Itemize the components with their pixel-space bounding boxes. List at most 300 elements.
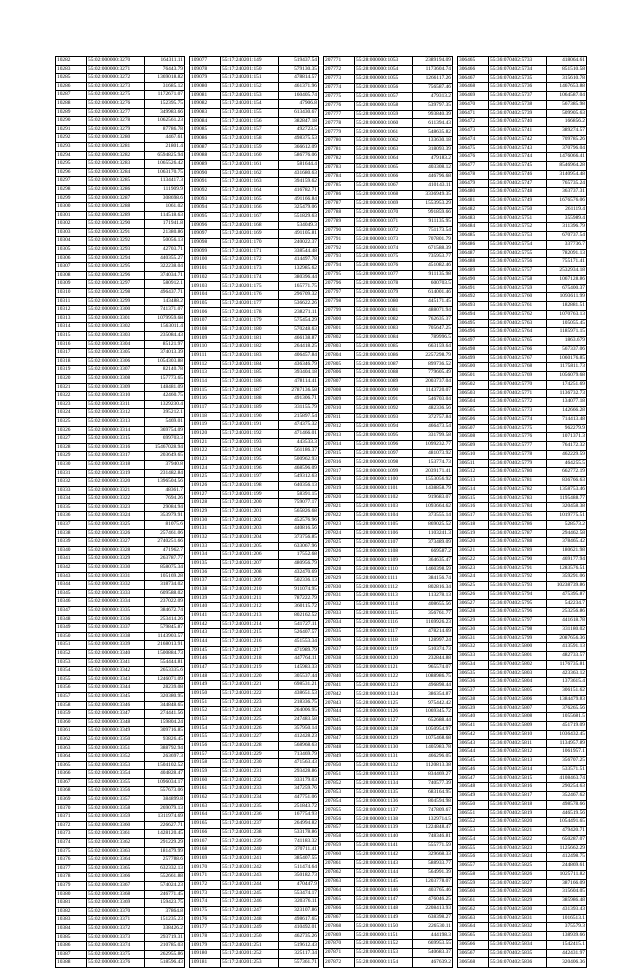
row-number: 207808: [324, 387, 355, 396]
cadastral-value: 1169926.23: [413, 619, 453, 628]
table-row: [190, 690, 319, 699]
table-row: [324, 431, 453, 440]
row-number: 109086: [190, 135, 221, 144]
row-number: 109100: [190, 256, 221, 265]
row-number: 10364: [56, 753, 87, 762]
table-row: [324, 119, 453, 128]
table-row: [190, 239, 319, 248]
cadastral-value: 561186.37: [279, 447, 319, 456]
cadastral-number: 55:02:000000:3354: [87, 770, 145, 779]
cadastral-number: 55:02:000000:3322: [87, 495, 145, 504]
row-number: 306506: [458, 415, 489, 424]
table-row: [56, 142, 185, 151]
cadastral-value: 469177.94: [547, 555, 587, 564]
row-number: 10365: [56, 761, 87, 770]
cadastral-value: 756587.46: [413, 83, 453, 92]
cadastral-value: 2653335.6: [145, 667, 185, 676]
table-row: [324, 806, 453, 815]
row-number: 10369: [56, 796, 87, 805]
table-row: [458, 827, 587, 836]
row-number: 109130: [190, 516, 221, 525]
row-number: 109146: [190, 655, 221, 664]
cadastral-value: 387166.09: [547, 879, 587, 888]
table-row: [458, 809, 587, 818]
cadastral-value: 2787136.58: [279, 386, 319, 395]
row-number: 109132: [190, 533, 221, 542]
cadastral-value: 1036432.45: [547, 730, 587, 739]
cadastral-value: 567385.98: [547, 100, 587, 109]
cadastral-number: 55:36:070402:5808: [489, 713, 547, 722]
cadastral-number: 55:28:000000:1081: [355, 306, 413, 315]
cadastral-value: 93826.45: [145, 735, 185, 744]
cadastral-number: 55:02:000000:3300: [87, 306, 145, 315]
cadastral-number: 55:17:240201:194: [221, 447, 279, 456]
row-number: 10296: [56, 168, 87, 177]
row-number: 109089: [190, 161, 221, 170]
table-row: [190, 750, 319, 759]
table-row: [56, 383, 185, 392]
cadastral-number: 55:17:240201:188: [221, 395, 279, 404]
table-row: [458, 284, 587, 293]
table-row: [56, 151, 185, 160]
cadastral-number: 55:17:240201:150: [221, 65, 279, 74]
cadastral-number: 55:28:000000:1101: [355, 485, 413, 494]
row-number: 207842: [324, 690, 355, 699]
cadastral-value: 540683.37: [413, 949, 453, 958]
table-row: [56, 692, 185, 701]
cadastral-number: 55:36:070402:5787: [489, 529, 547, 538]
cadastral-number: 55:36:070402:5813: [489, 757, 547, 766]
cadastral-value: 355989.4: [547, 214, 587, 223]
cadastral-value: 331799.58: [413, 431, 453, 440]
table-row: [458, 792, 587, 801]
table-row: [458, 109, 587, 118]
table-row: [56, 624, 185, 633]
row-number: 207830: [324, 583, 355, 592]
row-number: 306530: [458, 625, 489, 634]
row-number: 207832: [324, 601, 355, 610]
table-row: [190, 273, 319, 282]
table-row: [56, 469, 185, 478]
table-row: [190, 308, 319, 317]
row-number: 10346: [56, 598, 87, 607]
row-number: 306489: [458, 267, 489, 276]
cadastral-number: 55:36:070402:5791: [489, 564, 547, 573]
cadastral-value: 779605.49: [413, 369, 453, 378]
cadastral-value: 180621.98: [547, 547, 587, 556]
cadastral-number: 55:28:000000:1074: [355, 244, 413, 253]
row-number: 306490: [458, 275, 489, 284]
row-number: 109106: [190, 308, 221, 317]
table-row: [324, 164, 453, 173]
cadastral-number: 55:17:240201:225: [221, 716, 279, 725]
table-row: [458, 363, 587, 372]
table-row: [458, 179, 587, 188]
table-row: [190, 568, 319, 577]
row-number: 306483: [458, 214, 489, 223]
row-number: 109134: [190, 551, 221, 560]
cadastral-value: 613430.67: [279, 109, 319, 118]
cadastral-number: 55:02:000000:3341: [87, 658, 145, 667]
row-number: 109094: [190, 204, 221, 213]
row-number: 10289: [56, 108, 87, 117]
cadastral-value: 247483.58: [279, 716, 319, 725]
cadastral-value: 440355.27: [145, 254, 185, 263]
cadastral-number: 55:02:000000:3346: [87, 701, 145, 710]
row-number: 306501: [458, 372, 489, 381]
cadastral-number: 55:36:070402:5778: [489, 450, 547, 459]
row-number: 109161: [190, 785, 221, 794]
table-row: [56, 546, 185, 555]
cadastral-value: 394159.62: [279, 178, 319, 187]
table-row: [324, 262, 453, 271]
cadastral-value: 567337.06: [547, 345, 587, 354]
cadastral-number: 55:28:000000:1097: [355, 449, 413, 458]
table-row: [324, 681, 453, 690]
cadastral-value: 431393.43: [547, 905, 587, 914]
table-row: [458, 450, 587, 459]
cadastral-number: 55:17:240201:178: [221, 308, 279, 317]
row-number: 306479: [458, 179, 489, 188]
cadastral-value: 546703.04: [413, 396, 453, 405]
cadastral-value: 257788.6: [145, 856, 185, 865]
row-number: 207860: [324, 851, 355, 860]
table-row: [190, 585, 319, 594]
cadastral-number: 55:02:000000:3272: [87, 74, 145, 83]
row-number: 10292: [56, 134, 87, 143]
cadastral-number: 55:36:070402:5742: [489, 135, 547, 144]
row-number: 306565: [458, 932, 489, 941]
cadastral-number: 55:36:070402:5752: [489, 223, 547, 232]
table-row: [324, 752, 453, 761]
cadastral-number: 55:28:000000:1055: [355, 74, 413, 83]
cadastral-value: 709785.26: [547, 135, 587, 144]
row-number: 306469: [458, 92, 489, 101]
cadastral-value: 349983.66: [145, 108, 185, 117]
table-row: [190, 438, 319, 447]
cadastral-number: 55:36:070402:5834: [489, 940, 547, 949]
cadastral-value: 378465.42: [547, 538, 587, 547]
cadastral-number: 55:02:000000:3338: [87, 632, 145, 641]
row-number: 207784: [324, 172, 355, 181]
table-row: [324, 369, 453, 378]
cadastral-value: 519437.54: [279, 57, 319, 66]
cadastral-value: 438651.53: [279, 690, 319, 699]
cadastral-number: 55:17:240201:160: [221, 152, 279, 161]
cadastral-value: 1061.02: [145, 203, 185, 212]
cadastral-number: 55:36:070402:5736: [489, 83, 547, 92]
table-row: [324, 404, 453, 413]
cadastral-value: 325479.06: [279, 204, 319, 213]
cadastral-value: 1054491.65: [547, 818, 587, 827]
cadastral-number: 55:36:070402:5832: [489, 923, 547, 932]
cadastral-number: 55:02:000000:3316: [87, 443, 145, 452]
cadastral-value: 471989.79: [279, 646, 319, 655]
table-row: [458, 660, 587, 669]
cadastral-value: 536622.26: [279, 299, 319, 308]
row-number: 10353: [56, 658, 87, 667]
table-row: [56, 761, 185, 770]
cadastral-number: 55:02:000000:3357: [87, 796, 145, 805]
row-number: 109119: [190, 421, 221, 430]
cadastral-value: 382847.18: [279, 117, 319, 126]
cadastral-number: 55:28:000000:1148: [355, 904, 413, 913]
cadastral-value: 1542415.1: [547, 940, 587, 949]
cadastral-value: 1096034.17: [145, 778, 185, 787]
cadastral-value: 759077.17: [279, 499, 319, 508]
cadastral-number: 55:17:240201:202: [221, 516, 279, 525]
row-number: 109164: [190, 811, 221, 820]
cadastral-number: 55:17:240201:151: [221, 74, 279, 83]
row-number: 306566: [458, 940, 489, 949]
row-number: 10361: [56, 727, 87, 736]
table-row: [458, 380, 587, 389]
cadastral-number: 55:02:000000:3317: [87, 452, 145, 461]
cadastral-value: 1134417.3: [145, 177, 185, 186]
cadastral-number: 55:28:000000:1069: [355, 199, 413, 208]
cadastral-value: 441618.78: [547, 617, 587, 626]
cadastral-value: 462229.59: [547, 450, 587, 459]
cadastral-value: 451082.46: [413, 262, 453, 271]
cadastral-value: 164311.11: [145, 57, 185, 66]
row-number: 109141: [190, 612, 221, 621]
table-row: [324, 512, 453, 521]
cadastral-number: 55:02:000000:3352: [87, 753, 145, 762]
table-row: [458, 765, 587, 774]
row-number: 10359: [56, 710, 87, 719]
row-number: 207821: [324, 503, 355, 512]
row-number: 207824: [324, 529, 355, 538]
row-number: 10305: [56, 246, 87, 255]
table-row: [190, 221, 319, 230]
cadastral-number: 55:17:240201:161: [221, 161, 279, 170]
table-row: [190, 854, 319, 863]
cadastral-value: 376265.56: [547, 704, 587, 713]
cadastral-value: 15467028.94: [145, 443, 185, 452]
cadastral-value: 418064.61: [547, 57, 587, 66]
cadastral-value: 670737.54: [547, 232, 587, 241]
table-row: [190, 742, 319, 751]
table-row: [190, 117, 319, 126]
table-row: [56, 211, 185, 220]
row-number: 207791: [324, 235, 355, 244]
table-row: [56, 117, 185, 126]
table-row: [458, 258, 587, 267]
cadastral-value: 293719.31: [145, 933, 185, 942]
table-row: [56, 658, 185, 667]
row-number: 306554: [458, 835, 489, 844]
row-number: 306558: [458, 870, 489, 879]
row-number: 109085: [190, 126, 221, 135]
cadastral-number: 55:02:000000:3271: [87, 65, 145, 74]
register-table-1: [55, 56, 185, 968]
cadastral-number: 55:02:000000:3283: [87, 160, 145, 169]
table-row: [190, 768, 319, 777]
cadastral-number: 55:28:000000:1057: [355, 92, 413, 101]
cadastral-number: 55:36:070402:5759: [489, 284, 547, 293]
row-number: 207811: [324, 413, 355, 422]
table-row: [324, 83, 453, 92]
cadastral-number: 55:17:240201:209: [221, 577, 279, 586]
row-number: 306538: [458, 695, 489, 704]
table-row: [190, 577, 319, 586]
cadastral-value: 496898.44: [413, 681, 453, 690]
row-number: 10322: [56, 392, 87, 401]
cadastral-number: 55:02:000000:3359: [87, 813, 145, 822]
row-number: 10357: [56, 692, 87, 701]
table-row: [324, 315, 453, 324]
cadastral-number: 55:28:000000:1073: [355, 235, 413, 244]
cadastral-number: 55:36:070402:5769: [489, 372, 547, 381]
cadastral-value: 481073.92: [413, 449, 453, 458]
table-row: [56, 873, 185, 882]
cadastral-value: 393404.18: [279, 369, 319, 378]
table-row: [56, 607, 185, 616]
table-row: [56, 907, 185, 916]
cadastral-value: 1120813.38: [413, 761, 453, 770]
cadastral-number: 55:36:070402:5822: [489, 835, 547, 844]
cadastral-value: 804594.98: [413, 797, 453, 806]
table-row: [190, 785, 319, 794]
table-row: [190, 559, 319, 568]
row-number: 109172: [190, 880, 221, 889]
table-row: [56, 615, 185, 624]
table-row: [190, 542, 319, 551]
cadastral-number: 55:02:000000:3310: [87, 392, 145, 401]
cadastral-number: 55:02:000000:3273: [87, 82, 145, 91]
cadastral-number: 55:28:000000:1058: [355, 101, 413, 110]
row-number: 207771: [324, 57, 355, 66]
cadastral-number: 55:28:000000:1109: [355, 556, 413, 565]
cadastral-value: 542234.7: [547, 599, 587, 608]
cadastral-number: 55:17:240201:156: [221, 117, 279, 126]
table-row: [56, 924, 185, 933]
table-row: [458, 415, 587, 424]
row-number: 109136: [190, 568, 221, 577]
cadastral-value: 165771.75: [279, 282, 319, 291]
row-number: 10348: [56, 615, 87, 624]
cadastral-value: 231482.84: [145, 469, 185, 478]
cadastral-number: 55:36:070402:5793: [489, 582, 547, 591]
cadastral-number: 55:36:070402:5803: [489, 669, 547, 678]
cadastral-number: 55:28:000000:1135: [355, 788, 413, 797]
cadastral-number: 55:36:070402:5785: [489, 512, 547, 521]
table-row: [190, 91, 319, 100]
cadastral-number: 55:17:240201:193: [221, 438, 279, 447]
table-row: [190, 481, 319, 490]
table-row: [324, 199, 453, 208]
row-number: 109171: [190, 872, 221, 881]
cadastral-value: 145983.33: [279, 664, 319, 673]
cadastral-number: 55:02:000000:3276: [87, 99, 145, 108]
cadastral-number: 55:17:240201:238: [221, 828, 279, 837]
cadastral-value: 384156.74: [413, 574, 453, 583]
row-number: 109148: [190, 672, 221, 681]
cadastral-number: 55:02:000000:3291: [87, 228, 145, 237]
cadastral-number: 55:28:000000:1083: [355, 324, 413, 333]
table-row: [56, 770, 185, 779]
cadastral-value: 519612.43: [279, 941, 319, 950]
table-row: [458, 757, 587, 766]
row-number: 306491: [458, 284, 489, 293]
cadastral-value: 215897.54: [279, 412, 319, 421]
cadastral-value: 500962.93: [279, 455, 319, 464]
row-number: 10293: [56, 142, 87, 151]
table-row: [458, 197, 587, 206]
cadastral-number: 55:28:000000:1096: [355, 440, 413, 449]
row-number: 207828: [324, 565, 355, 574]
cadastral-value: 153774.73: [413, 458, 453, 467]
table-row: [458, 652, 587, 661]
table-row: [56, 847, 185, 856]
table-row: [56, 718, 185, 727]
cadastral-value: 782091.13: [547, 249, 587, 258]
cadastral-value: 858075.34: [145, 564, 185, 573]
row-number: 207835: [324, 628, 355, 637]
row-number: 109101: [190, 265, 221, 274]
table-row: [458, 695, 587, 704]
table-row: [458, 144, 587, 153]
cadastral-value: 293428.86: [279, 768, 319, 777]
table-row: [324, 181, 453, 190]
cadastral-number: 55:17:240201:223: [221, 698, 279, 707]
cadastral-number: 55:36:070402:5811: [489, 739, 547, 748]
row-number: 306500: [458, 363, 489, 372]
cadastral-number: 55:17:240201:206: [221, 551, 279, 560]
table-row: [458, 634, 587, 643]
cadastral-value: 318734.02: [145, 581, 185, 590]
table-row: [324, 628, 453, 637]
table-row: [56, 246, 185, 255]
row-number: 109078: [190, 65, 221, 74]
table-row: [190, 195, 319, 204]
cadastral-value: 142666.28: [547, 407, 587, 416]
row-number: 10344: [56, 581, 87, 590]
cadastral-value: 1125662.29: [547, 844, 587, 853]
row-number: 10370: [56, 804, 87, 813]
cadastral-value: 356761.77: [413, 610, 453, 619]
row-number: 109138: [190, 585, 221, 594]
cadastral-number: 55:28:000000:1093: [355, 413, 413, 422]
cadastral-number: 55:17:240201:210: [221, 585, 279, 594]
row-number: 109160: [190, 776, 221, 785]
cadastral-value: 638398.27: [413, 913, 453, 922]
cadastral-number: 55:36:070402:5770: [489, 380, 547, 389]
row-number: 306552: [458, 818, 489, 827]
row-number: 109129: [190, 507, 221, 516]
cadastral-number: 55:02:000000:3349: [87, 727, 145, 736]
cadastral-number: 55:28:000000:1125: [355, 699, 413, 708]
row-number: 306549: [458, 792, 489, 801]
cadastral-value: 509905.63: [547, 109, 587, 118]
cadastral-number: 55:36:070402:5747: [489, 179, 547, 188]
table-row: [56, 280, 185, 289]
table-row: [56, 486, 185, 495]
row-number: 207838: [324, 654, 355, 663]
cadastral-number: 55:17:240201:242: [221, 863, 279, 872]
row-number: 207774: [324, 83, 355, 92]
cadastral-number: 55:28:000000:1067: [355, 181, 413, 190]
cadastral-number: 55:28:000000:1133: [355, 770, 413, 779]
table-row: [324, 654, 453, 663]
row-number: 10333: [56, 486, 87, 495]
table-row: [190, 204, 319, 213]
cadastral-value: 446519.56: [547, 809, 587, 818]
row-number: 207855: [324, 806, 355, 815]
table-row: [324, 931, 453, 940]
cadastral-number: 55:36:070402:5734: [489, 65, 547, 74]
register-table-3: [323, 56, 453, 968]
